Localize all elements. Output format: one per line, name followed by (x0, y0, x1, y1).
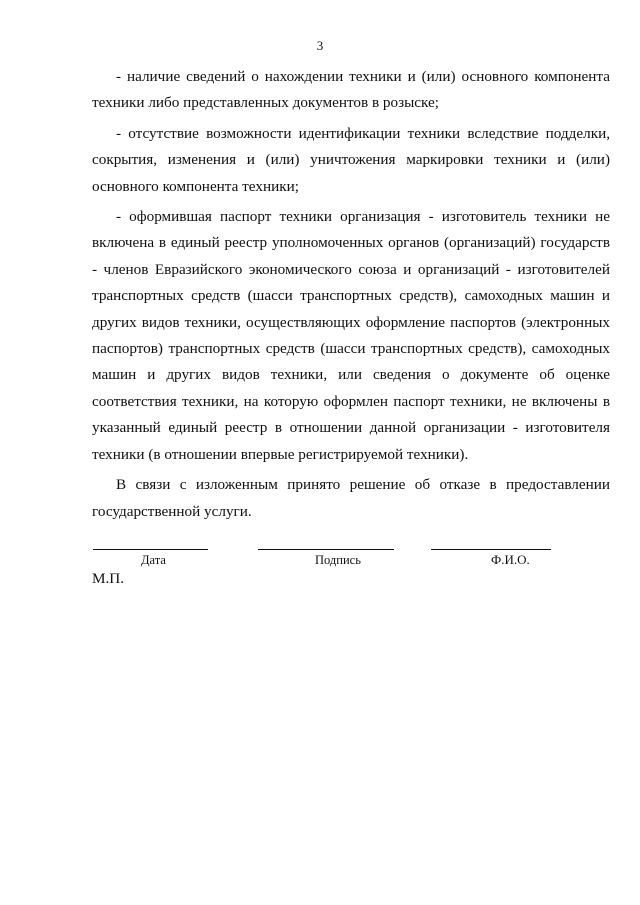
paragraph-identification-impossible: - отсутствие возможности идентификации техники вследствие подделки, сокрытия, изменения и (или) уничтожения маркировки техники и (или) основного компонента техники; (92, 124, 610, 195)
paragraph-wanted-status: - наличие сведений о нахождении техники и (или) основного компонента техники либо представленных документов в розыске; (92, 68, 610, 112)
stamp-place-label: М.П. (92, 570, 125, 587)
document-body (92, 64, 610, 529)
signature-caption: Подпись (315, 553, 361, 567)
page-number: 3 (316, 38, 324, 53)
date-line (93, 549, 208, 550)
paragraph-manufacturer-not-in-registry: - оформившая паспорт техники организация - изготовитель техники не включена в единый реестр уполномоченных органов (организаций) государств - членов Евразийского экономического союза и организаций - изготовителей транспортных средств (шасси транспортных средств), самоходных машин и других видов техники, осуществляющих оформление паспортов (электронных паспортов) транспортных средств (шасси транспортных средств), самоходных машин и других видов техники, или сведения о документе об оценке соответствия техники, на которую оформлен паспорт техники, не включены в указанный единый реестр в отношении данной организации - изготовителя техники (в отношении впервые регистрируемой техники). (92, 208, 610, 463)
paragraph-decision: В связи с изложенным принято решение об отказе в предоставлении государственной услуги. (92, 476, 610, 520)
date-caption: Дата (141, 553, 166, 567)
full-name-line (431, 549, 551, 550)
full-name-caption: Ф.И.О. (491, 552, 530, 567)
signature-line (258, 549, 394, 550)
